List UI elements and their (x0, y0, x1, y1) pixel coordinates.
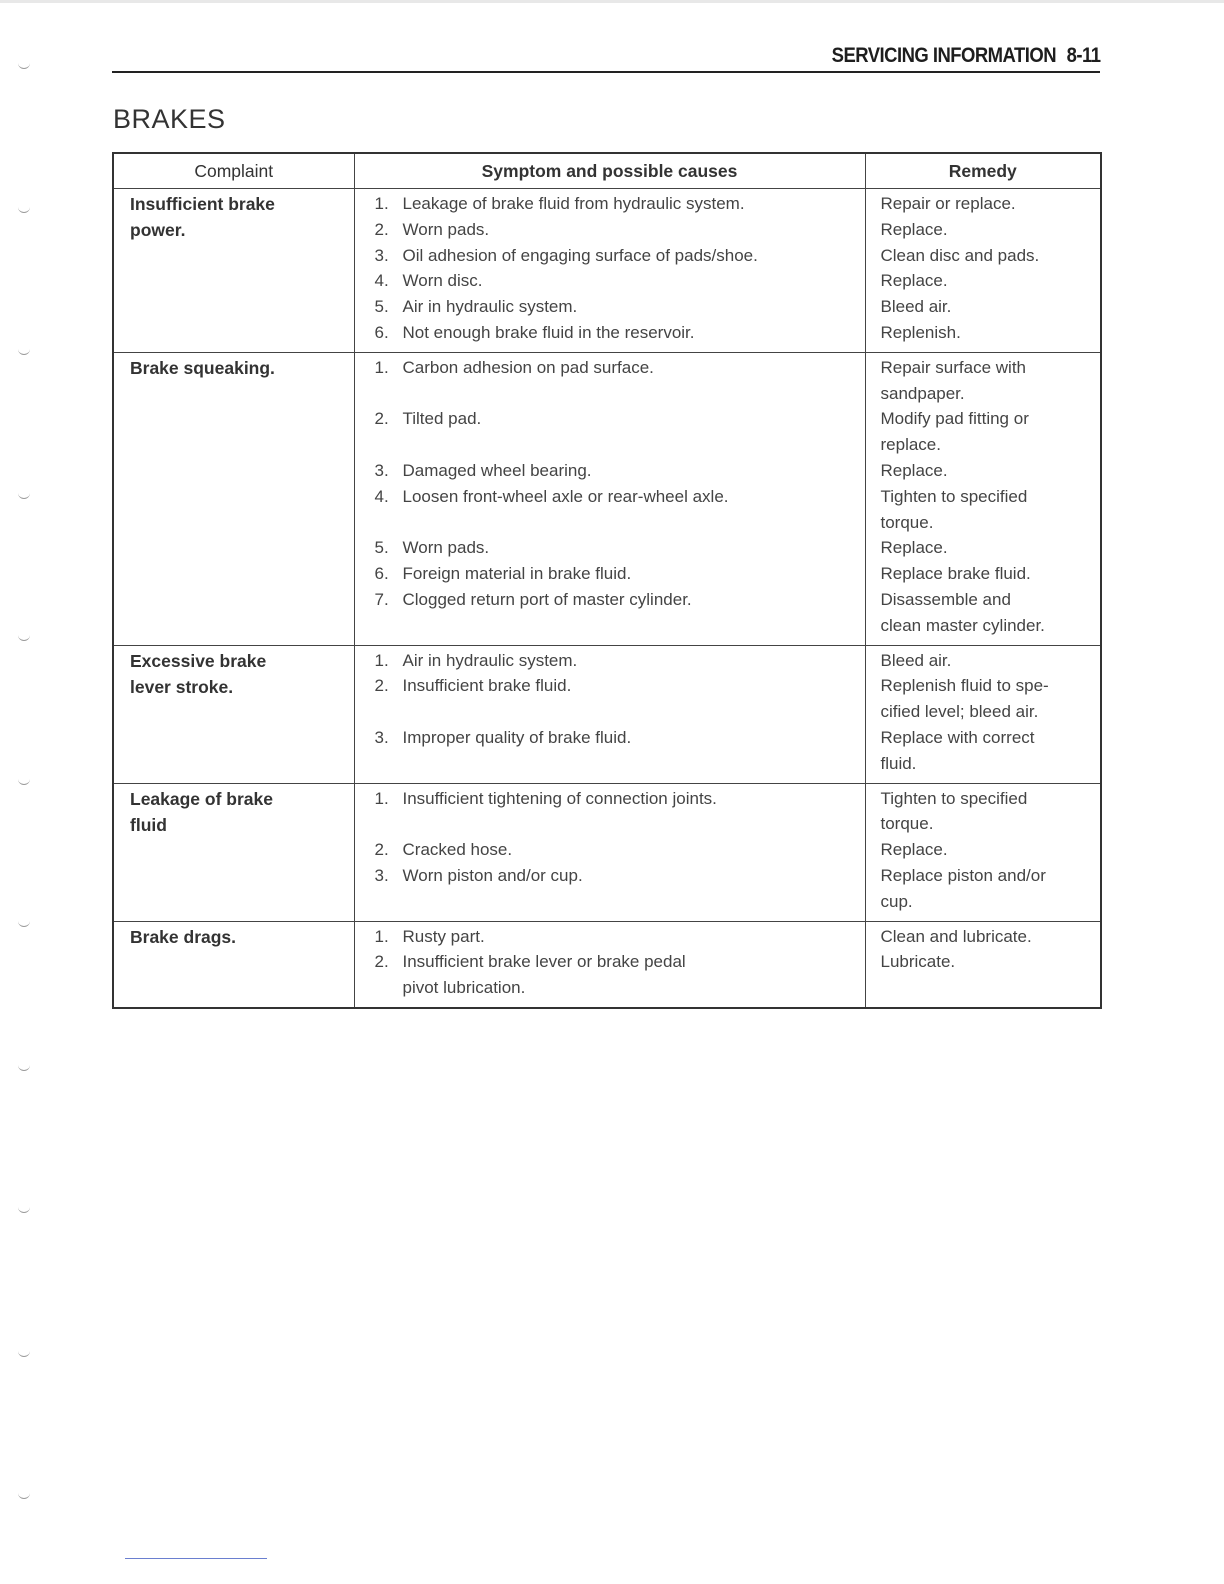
remedy-text: torque. (880, 814, 934, 834)
remedy-text: Replace brake fluid. (880, 564, 1031, 584)
cause-text: Loosen front-wheel axle or rear-wheel axle. (402, 486, 729, 506)
cause-number: 1. (374, 650, 389, 670)
cause-item (375, 217, 865, 243)
line-spacer (375, 510, 865, 536)
cause-number: 2. (374, 219, 389, 239)
header-section: SERVICING INFORMATION (831, 44, 1056, 67)
cause-number: 4. (374, 486, 389, 506)
remedy-cell (865, 645, 1101, 783)
cause-number: 6. (374, 564, 389, 584)
binding-mark (18, 920, 30, 927)
cause-item (375, 484, 865, 510)
cause-text: Insufficient brake lever or brake pedal (402, 952, 686, 972)
cause-item (375, 191, 865, 217)
column-header-remedy: Remedy (865, 153, 1101, 189)
cause-text: Leakage of brake fluid from hydraulic system. (402, 194, 745, 213)
remedy-text: Tighten to specified (880, 486, 1028, 506)
complaint-text: power. (130, 220, 186, 240)
table-body (113, 189, 1101, 1008)
complaint-text: Brake drags. (130, 926, 237, 947)
remedy-text: replace. (880, 435, 941, 455)
cause-item (375, 924, 865, 950)
cause-item (375, 243, 865, 269)
cause-text: Air in hydraulic system. (402, 297, 578, 317)
cause-text: Oil adhesion of engaging surface of pads/shoe. (402, 245, 758, 265)
symptom-cell (354, 189, 865, 353)
binding-mark (18, 1492, 30, 1499)
cause-number: 3. (374, 460, 389, 480)
scan-artifact-line (125, 1558, 267, 1559)
remedy-text: Replenish. (880, 322, 961, 342)
line-spacer (375, 751, 865, 777)
symptom-cell (354, 921, 865, 1008)
cause-item (375, 863, 865, 889)
binding-mark (18, 348, 30, 355)
cause-number: 3. (374, 727, 389, 747)
binding-mark (18, 62, 30, 69)
cause-text: pivot lubrication. (402, 978, 526, 998)
cause-item (375, 294, 865, 320)
remedy-text: Tighten to specified (880, 788, 1028, 808)
table-row (113, 783, 1101, 921)
cause-text: Worn pads. (402, 538, 490, 558)
remedy-cell (865, 783, 1101, 921)
cause-text: Rusty part. (402, 926, 485, 946)
remedy-text: cified level; bleed air. (880, 702, 1039, 722)
cause-number: 5. (374, 538, 389, 558)
cause-item (375, 268, 865, 294)
complaint-cell (113, 921, 354, 1008)
remedy-cell (865, 189, 1101, 353)
cause-text: Worn pads. (402, 219, 490, 239)
binding-mark (18, 1350, 30, 1357)
table-row (113, 645, 1101, 783)
binding-mark (18, 778, 30, 785)
cause-text: Tilted pad. (402, 409, 482, 429)
cause-number: 3. (374, 865, 389, 885)
complaint-text: fluid (130, 814, 167, 835)
cause-number: 2. (374, 840, 389, 860)
cause-number: 6. (374, 322, 389, 342)
remedy-text: Repair surface with (880, 357, 1027, 377)
cause-item (375, 561, 865, 587)
line-spacer (375, 613, 865, 639)
remedy-text: Repair or replace. (880, 194, 1016, 213)
cause-number: 2. (374, 676, 389, 696)
complaint-cell (113, 352, 354, 645)
cause-item (375, 406, 865, 432)
remedy-text: Replace. (880, 538, 948, 558)
complaint-cell (113, 645, 354, 783)
remedy-text: Replace. (880, 219, 948, 239)
symptom-cell (354, 352, 865, 645)
remedy-text: Lubricate. (880, 952, 956, 972)
cause-number: 1. (374, 194, 389, 213)
cause-number: 7. (374, 589, 389, 609)
table-row (113, 921, 1101, 1008)
cause-item (375, 673, 865, 699)
remedy-text: clean master cylinder. (880, 615, 1045, 635)
cause-item (375, 837, 865, 863)
header-rule (112, 71, 1100, 73)
binding-mark (18, 1206, 30, 1213)
line-spacer (375, 811, 865, 837)
cause-text: Worn disc. (402, 271, 483, 291)
remedy-text: Clean and lubricate. (880, 926, 1032, 946)
complaint-cell (113, 189, 354, 353)
symptom-cell (354, 783, 865, 921)
cause-number (375, 975, 403, 1001)
remedy-cell (865, 921, 1101, 1008)
complaint-cell (113, 783, 354, 921)
cause-item (375, 535, 865, 561)
cause-text: Not enough brake fluid in the reservoir. (402, 322, 695, 342)
complaint-text: Insufficient brake (130, 194, 275, 214)
line-spacer (881, 975, 1101, 1001)
cause-item (375, 458, 865, 484)
remedy-text: sandpaper. (880, 383, 965, 403)
column-header-symptom: Symptom and possible causes (354, 153, 865, 189)
cause-number: 4. (374, 271, 389, 291)
binding-mark (18, 492, 30, 499)
page-number: 8-11 (1066, 44, 1100, 67)
cause-item (375, 587, 865, 613)
remedy-text: Modify pad fitting or (880, 409, 1029, 429)
binding-mark (18, 1064, 30, 1071)
cause-text: Insufficient brake fluid. (402, 676, 572, 696)
remedy-text: Bleed air. (880, 650, 952, 670)
remedy-text: Replace. (880, 840, 948, 860)
table-header-row (113, 153, 1101, 189)
cause-text: Cracked hose. (402, 840, 513, 860)
remedy-text: Disassemble and (880, 589, 1011, 609)
scan-edge (0, 0, 1224, 3)
line-spacer (375, 889, 865, 915)
running-header (831, 44, 1100, 68)
remedy-text: Replenish fluid to spe- (880, 676, 1049, 696)
cause-text: Clogged return port of master cylinder. (402, 589, 692, 609)
cause-item (375, 786, 865, 812)
cause-text: Worn piston and/or cup. (402, 865, 583, 885)
remedy-text: torque. (880, 512, 934, 532)
remedy-text: Replace. (880, 460, 948, 480)
table-row (113, 352, 1101, 645)
cause-item (375, 320, 865, 346)
cause-item (375, 949, 865, 975)
remedy-text: Replace piston and/or (880, 865, 1046, 885)
remedy-text: Replace with correct (880, 727, 1035, 747)
cause-number: 2. (374, 409, 389, 429)
cause-text: Foreign material in brake fluid. (402, 564, 632, 584)
complaint-text: lever stroke. (130, 676, 234, 697)
line-spacer (375, 432, 865, 458)
troubleshooting-table (112, 152, 1102, 1009)
remedy-text: Clean disc and pads. (880, 245, 1040, 265)
cause-item (375, 355, 865, 381)
cause-number: 3. (374, 245, 389, 265)
section-title: BRAKES (113, 104, 226, 134)
remedy-text: fluid. (880, 753, 917, 773)
cause-item (375, 975, 865, 1001)
cause-text: Damaged wheel bearing. (402, 460, 592, 480)
table-row (113, 189, 1101, 353)
cause-text: Improper quality of brake fluid. (402, 727, 632, 747)
cause-number: 1. (374, 788, 389, 808)
remedy-text: cup. (880, 891, 913, 911)
complaint-text: Leakage of brake (130, 788, 273, 809)
column-header-complaint: Complaint (113, 153, 354, 189)
binding-mark (18, 206, 30, 213)
remedy-cell (865, 352, 1101, 645)
cause-text: Carbon adhesion on pad surface. (402, 357, 654, 377)
symptom-cell (354, 645, 865, 783)
complaint-text: Brake squeaking. (130, 357, 275, 378)
cause-number: 1. (374, 926, 389, 946)
cause-number: 2. (374, 952, 389, 972)
line-spacer (375, 699, 865, 725)
cause-number: 5. (374, 297, 389, 317)
binding-mark (18, 634, 30, 641)
remedy-text: Replace. (880, 271, 948, 291)
cause-text: Air in hydraulic system. (402, 650, 578, 670)
remedy-text: Bleed air. (880, 297, 952, 317)
cause-text: Insufficient tightening of connection joints. (402, 788, 717, 808)
cause-number: 1. (374, 357, 389, 377)
complaint-text: Excessive brake (130, 650, 267, 671)
cause-item (375, 648, 865, 674)
line-spacer (375, 381, 865, 407)
cause-item (375, 725, 865, 751)
